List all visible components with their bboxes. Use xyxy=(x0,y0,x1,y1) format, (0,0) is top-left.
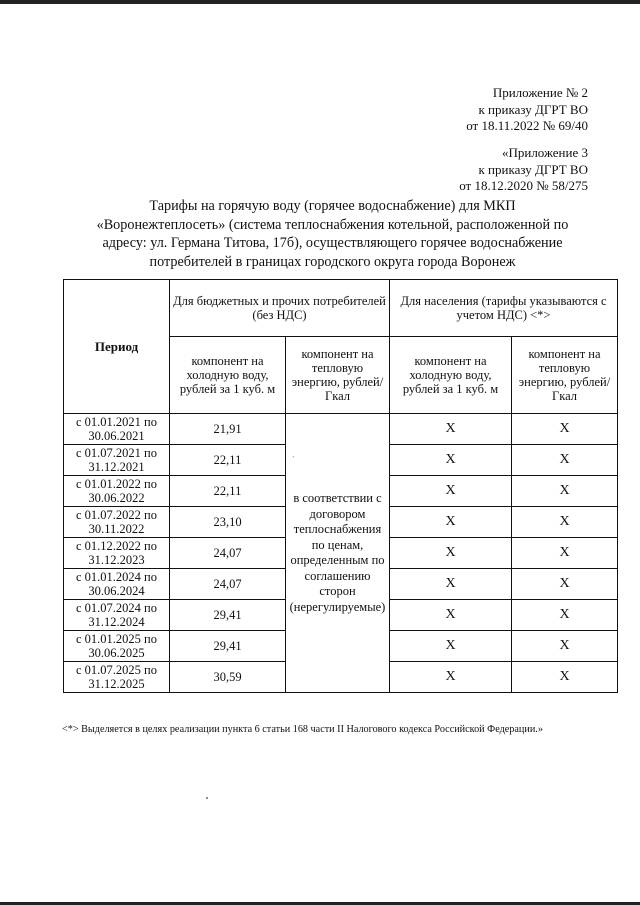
population-heat-energy-value: Х xyxy=(512,569,618,600)
appendix-number: «Приложение 3 xyxy=(501,145,588,160)
period-column-header: Период xyxy=(64,280,170,414)
cold-water-value: 24,07 xyxy=(170,538,286,569)
heat-energy-note: в соответствии с договором теплоснабжения по ценам, определенным по соглашению сторон (нерегулируемые) xyxy=(289,491,386,614)
appendix-date: от 18.11.2022 № 69/40 xyxy=(466,118,588,133)
period-cell: с 01.01.2021 по 30.06.2021 xyxy=(64,414,170,445)
period-cell: с 01.12.2022 по 31.12.2023 xyxy=(64,538,170,569)
table-row xyxy=(64,414,618,445)
appendix-date: от 18.12.2020 № 58/275 xyxy=(459,178,588,193)
appendix-number: Приложение № 2 xyxy=(492,85,588,100)
population-heat-energy-value: Х xyxy=(512,445,618,476)
heat-energy-note-cell xyxy=(286,414,390,693)
population-cold-water-value: Х xyxy=(390,476,512,507)
tariff-table xyxy=(63,279,618,693)
population-heat-energy-value: Х xyxy=(512,631,618,662)
population-heat-energy-value: Х xyxy=(512,538,618,569)
title-line: потребителей в границах городского округа города Воронеж xyxy=(149,253,516,270)
title-line: Тарифы на горячую воду (горячее водоснабжение) для МКП xyxy=(149,198,516,214)
cold-water-value: 29,41 xyxy=(170,600,286,631)
population-cold-water-value: Х xyxy=(390,600,512,631)
appendix-order: к приказу ДГРТ ВО xyxy=(478,101,588,117)
cold-water-value: 22,11 xyxy=(170,476,286,507)
population-cold-water-value: Х xyxy=(390,569,512,600)
document-title xyxy=(60,197,605,271)
scan-mark: ` xyxy=(292,455,295,464)
heat-energy-column-header: компонент на тепловую энергию, рублей/Гкал xyxy=(286,337,390,414)
population-cold-water-value: Х xyxy=(390,414,512,445)
population-cold-water-value: Х xyxy=(390,445,512,476)
appendix-order: к приказу ДГРТ ВО xyxy=(478,161,588,177)
period-cell: с 01.01.2022 по 30.06.2022 xyxy=(64,476,170,507)
period-cell: с 01.01.2024 по 30.06.2024 xyxy=(64,569,170,600)
title-line: «Воронежтеплосеть» (система теплоснабжения котельной, расположенной по xyxy=(96,216,569,233)
population-cold-water-value: Х xyxy=(390,662,512,693)
scan-top-edge xyxy=(0,0,640,4)
population-heat-energy-value: Х xyxy=(512,414,618,445)
population-heat-energy-value: Х xyxy=(512,600,618,631)
cold-water-column-header: компонент на холодную воду, рублей за 1 куб. м xyxy=(170,337,286,414)
cold-water-value: 24,07 xyxy=(170,569,286,600)
cold-water-value: 21,91 xyxy=(170,414,286,445)
population-cold-water-value: Х xyxy=(390,507,512,538)
cold-water-value: 30,59 xyxy=(170,662,286,693)
cold-water-value: 29,41 xyxy=(170,631,286,662)
appendix-header-previous xyxy=(459,145,588,195)
population-cold-water-value: Х xyxy=(390,538,512,569)
period-cell: с 01.07.2022 по 30.11.2022 xyxy=(64,507,170,538)
population-heat-energy-value: Х xyxy=(512,507,618,538)
cold-water-value: 22,11 xyxy=(170,445,286,476)
period-cell: с 01.07.2024 по 31.12.2024 xyxy=(64,600,170,631)
table-header-row xyxy=(64,280,618,337)
population-heat-energy-value: Х xyxy=(512,662,618,693)
population-heat-energy-column-header: компонент на тепловую энергию, рублей/Гкал xyxy=(512,337,618,414)
budget-consumers-header: Для бюджетных и прочих потребителей (без НДС) xyxy=(170,280,390,337)
population-header: Для населения (тарифы указываются с учетом НДС) <*> xyxy=(390,280,618,337)
cold-water-value: 23,10 xyxy=(170,507,286,538)
period-cell: с 01.07.2021 по 31.12.2021 xyxy=(64,445,170,476)
footnote: <*> Выделяется в целях реализации пункта 6 статьи 168 части II Налогового кодекса Российской Федерации.» xyxy=(62,724,543,735)
title-line: адресу: ул. Германа Титова, 17б), осуществляющего горячее водоснабжение xyxy=(102,235,563,251)
appendix-header-current xyxy=(466,85,588,135)
period-cell: с 01.07.2025 по 31.12.2025 xyxy=(64,662,170,693)
population-heat-energy-value: Х xyxy=(512,476,618,507)
population-cold-water-column-header: компонент на холодную воду, рублей за 1 куб. м xyxy=(390,337,512,414)
period-cell: с 01.01.2025 по 30.06.2025 xyxy=(64,631,170,662)
scan-speck xyxy=(206,797,208,799)
population-cold-water-value: Х xyxy=(390,631,512,662)
